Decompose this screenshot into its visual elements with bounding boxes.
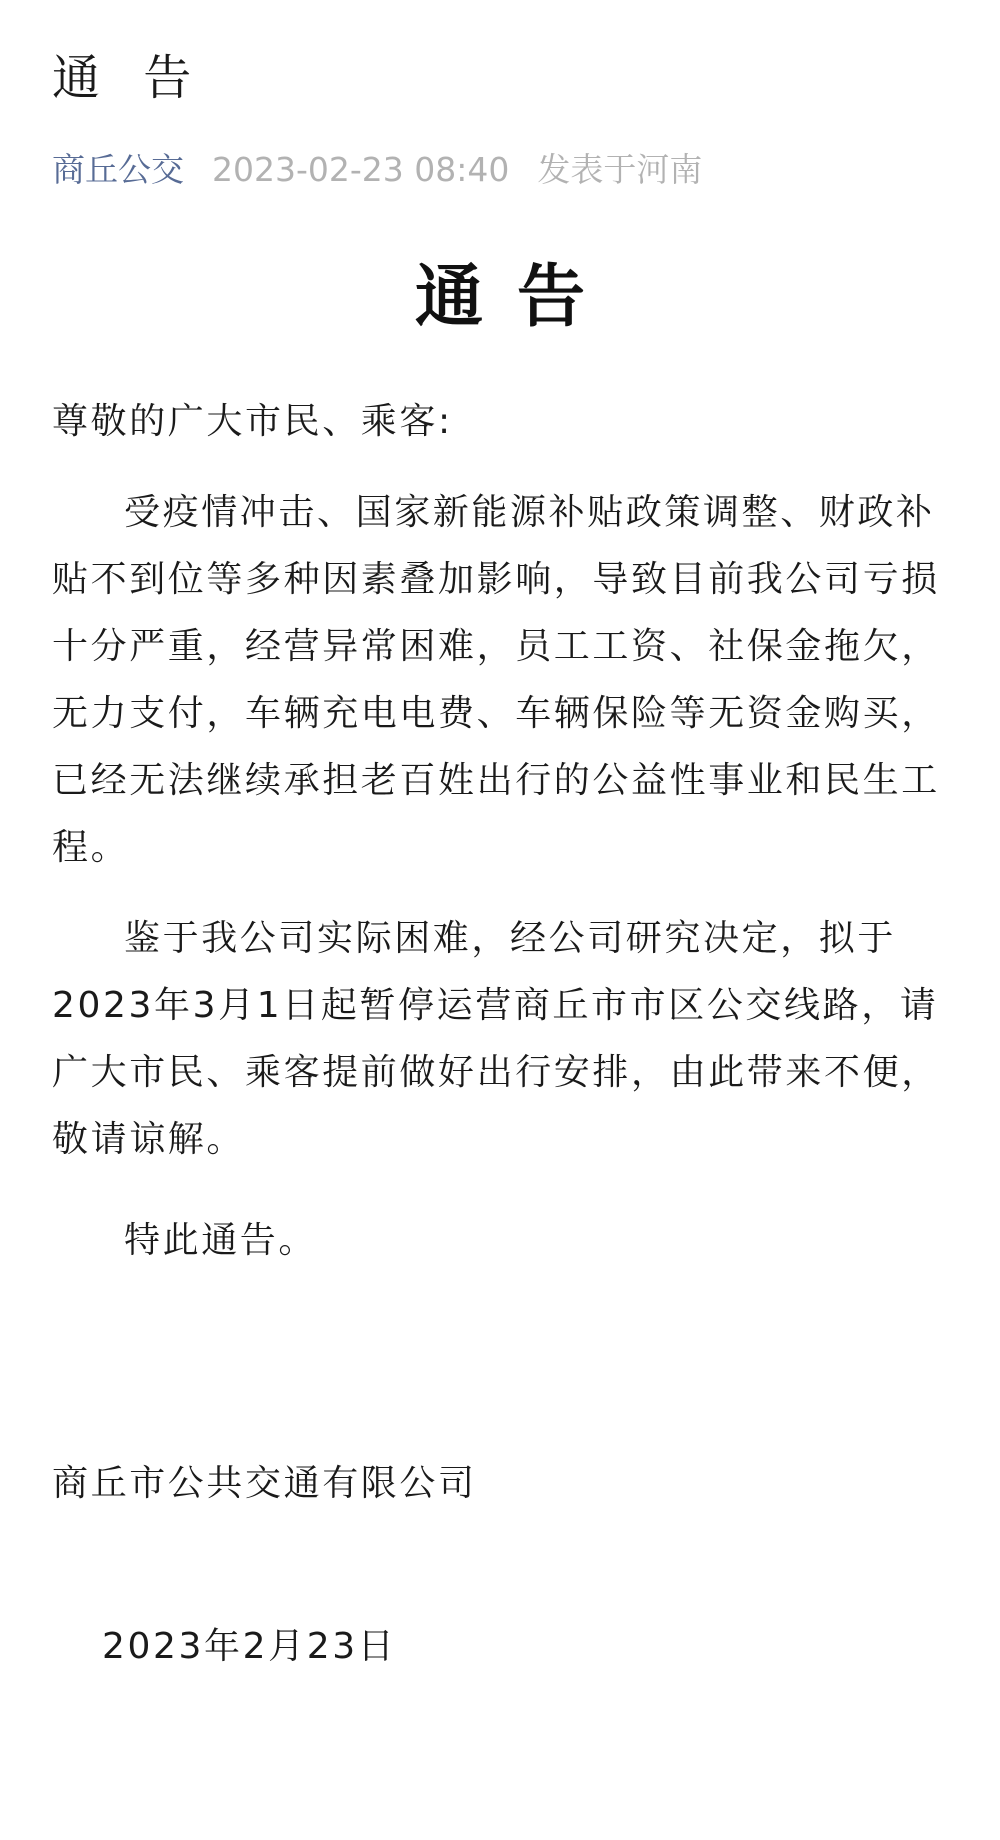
notice-body (52, 252, 948, 1680)
publish-date: 2023-02-23 08:40 (212, 150, 510, 189)
author-link[interactable]: 商丘公交 (52, 150, 184, 189)
notice-salutation: 尊敬的广大市民、乘客: (52, 401, 453, 442)
notice-paragraph-2: 鉴于我公司实际困难，经公司研究决定，拟于2023年3月1日起暂停运营商丘市市区公交线路，请广大市民、乘客提前做好出行安排，由此带来不便，敬请谅解。 (52, 918, 940, 1160)
article-title: 通 告 (52, 50, 206, 106)
notice-paragraph-1: 受疫情冲击、国家新能源补贴政策调整、财政补贴不到位等多种因素叠加影响，导致目前我公司亏损十分严重，经营异常困难，员工工资、社保金拖欠，无力支付，车辆充电电费、车辆保险等无资金购买，已经无法继续承担老百姓出行的公益性事业和民生工程。 (52, 492, 940, 868)
notice-signature: 商丘市公共交通有限公司 (52, 1463, 477, 1504)
notice-closing: 特此通告。 (124, 1220, 318, 1261)
notice-sign-date: 2023年2月23日 (102, 1626, 397, 1667)
article-header (52, 0, 948, 194)
notice-heading: 通告 (414, 258, 619, 337)
publish-location: 发表于河南 (537, 150, 703, 189)
article-meta (52, 146, 948, 194)
